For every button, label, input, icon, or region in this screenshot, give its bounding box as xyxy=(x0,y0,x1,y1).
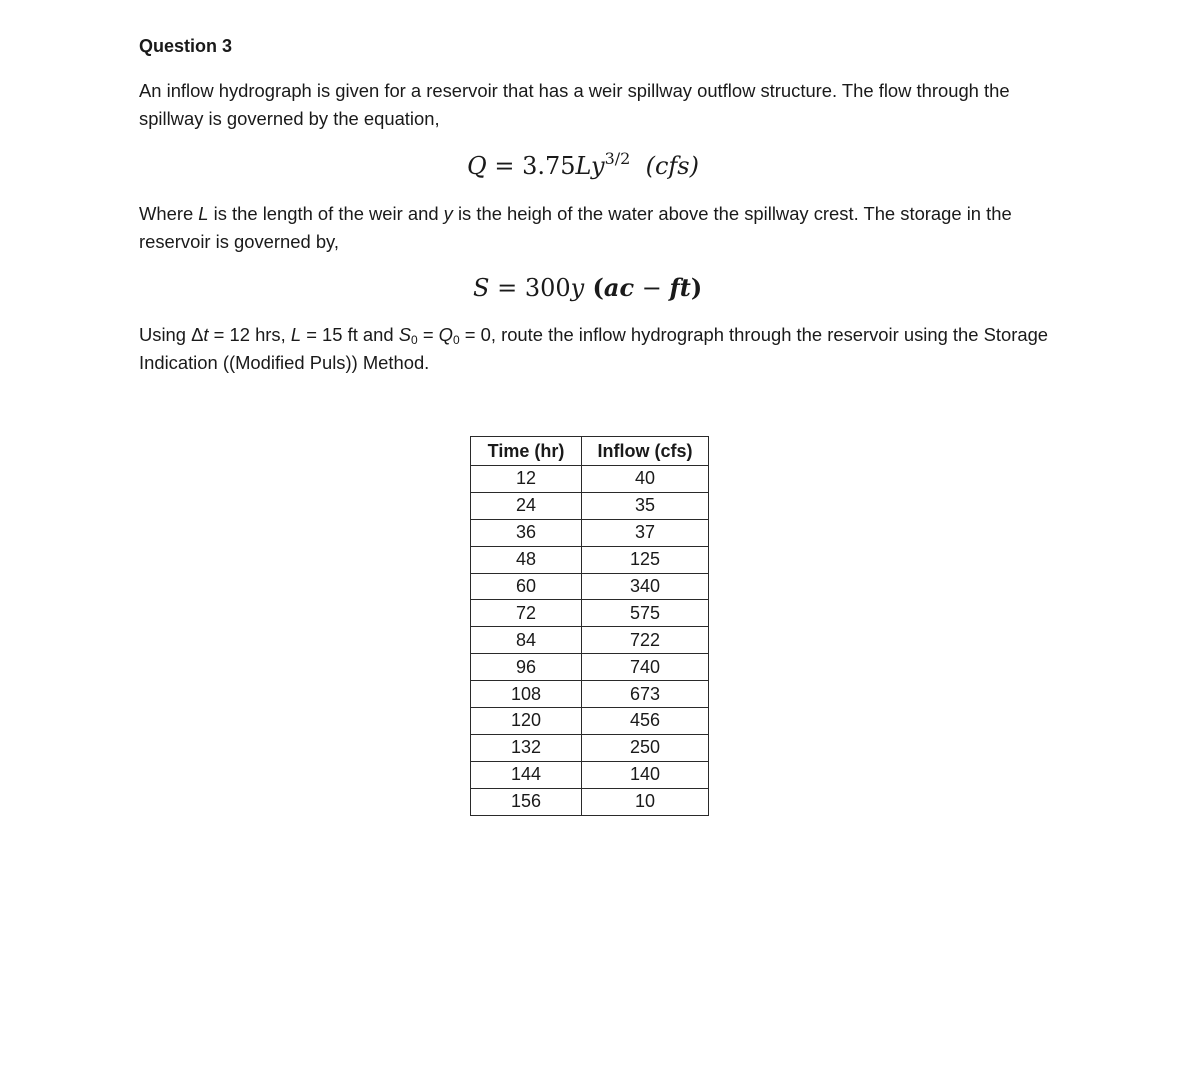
table-row xyxy=(471,654,709,681)
eq1-var-l: L xyxy=(575,152,592,180)
header-time: Time (hr) xyxy=(471,437,582,466)
eq2-units-dash: − xyxy=(634,274,670,302)
table-row xyxy=(471,546,709,573)
intro-paragraph: An inflow hydrograph is given for a reservoir that has a weir spillway outflow structure. The flow through the spillway is governed by the equation, xyxy=(139,80,1010,129)
instruction-paragraph xyxy=(139,321,1059,377)
time-cell: 84 xyxy=(471,627,582,654)
time-cell: 120 xyxy=(471,708,582,735)
eq1-equals: = xyxy=(486,152,523,180)
time-cell: 12 xyxy=(471,466,582,493)
instr-var-l: L xyxy=(290,324,302,345)
inflow-cell: 35 xyxy=(582,492,709,519)
instr-text-5: = 0, route the inflow hydrograph through the reservoir using the Storage Indication ((Modified Puls)) Method. xyxy=(139,324,1049,373)
inflow-cell: 673 xyxy=(582,681,709,708)
time-cell: 60 xyxy=(471,573,582,600)
question-title: Question 3 xyxy=(139,36,233,56)
where-paragraph xyxy=(139,200,1059,256)
inflow-cell: 125 xyxy=(582,546,709,573)
time-cell: 144 xyxy=(471,761,582,788)
eq2-equals: = xyxy=(489,274,525,302)
table-header-row xyxy=(471,437,709,466)
eq1-lhs: Q xyxy=(467,152,487,180)
inflow-cell: 340 xyxy=(582,573,709,600)
eq1-var-y: y xyxy=(591,152,605,180)
eq2-coefficient: 300 xyxy=(524,274,571,302)
inflow-cell: 10 xyxy=(582,788,709,815)
eq2-units-ft: ft xyxy=(669,273,691,302)
table-row xyxy=(471,573,709,600)
eq1-coefficient: 3.75 xyxy=(522,152,576,180)
where-var-y: y xyxy=(443,203,453,224)
eq2-units-open: ( xyxy=(584,273,604,302)
instr-var-q: Q xyxy=(438,324,453,345)
table-row xyxy=(471,466,709,493)
time-cell: 36 xyxy=(471,519,582,546)
inflow-cell: 456 xyxy=(582,708,709,735)
time-cell: 108 xyxy=(471,681,582,708)
weir-flow-equation xyxy=(467,149,699,180)
where-text-3: is the heigh of the water above the spillway crest. The storage in the reservoir is governed by, xyxy=(139,203,1012,252)
inflow-cell: 37 xyxy=(582,519,709,546)
inflow-cell: 140 xyxy=(582,761,709,788)
time-cell: 48 xyxy=(471,546,582,573)
eq2-var-y: y xyxy=(570,274,585,302)
table-row xyxy=(471,708,709,735)
where-text-1: Where xyxy=(139,203,199,224)
instr-text-1: Using Δ xyxy=(139,324,204,345)
inflow-cell: 740 xyxy=(582,654,709,681)
inflow-cell: 575 xyxy=(582,600,709,627)
eq2-units-ac: ac xyxy=(603,273,635,302)
table-row xyxy=(471,600,709,627)
instr-text-4: = xyxy=(417,324,439,345)
time-cell: 72 xyxy=(471,600,582,627)
instr-var-s: S xyxy=(398,324,412,345)
instr-text-2: = 12 hrs, xyxy=(208,324,291,345)
table-row xyxy=(471,681,709,708)
table-row xyxy=(471,788,709,815)
header-inflow: Inflow (cfs) xyxy=(582,437,709,466)
eq2-units-close: ) xyxy=(690,273,703,302)
eq2-lhs: S xyxy=(473,274,490,302)
table-row xyxy=(471,761,709,788)
table-row xyxy=(471,734,709,761)
instr-var-t: t xyxy=(203,324,209,345)
time-cell: 132 xyxy=(471,734,582,761)
table-row xyxy=(471,519,709,546)
inflow-cell: 250 xyxy=(582,734,709,761)
instr-sub-s: 0 xyxy=(411,333,418,347)
time-cell: 24 xyxy=(471,492,582,519)
inflow-cell: 40 xyxy=(582,466,709,493)
instr-sub-q: 0 xyxy=(452,333,460,347)
table-row xyxy=(471,492,709,519)
instr-text-3: = 15 ft and xyxy=(301,324,399,345)
storage-equation xyxy=(473,273,702,302)
where-var-l: L xyxy=(198,203,209,224)
where-text-2: is the length of the weir and xyxy=(208,203,444,224)
inflow-cell: 722 xyxy=(582,627,709,654)
eq1-units: (cfs) xyxy=(645,152,699,180)
table-row xyxy=(471,627,709,654)
time-cell: 96 xyxy=(471,654,582,681)
time-cell: 156 xyxy=(471,788,582,815)
eq1-exponent: 3/2 xyxy=(604,149,631,168)
inflow-hydrograph-table xyxy=(470,436,709,816)
